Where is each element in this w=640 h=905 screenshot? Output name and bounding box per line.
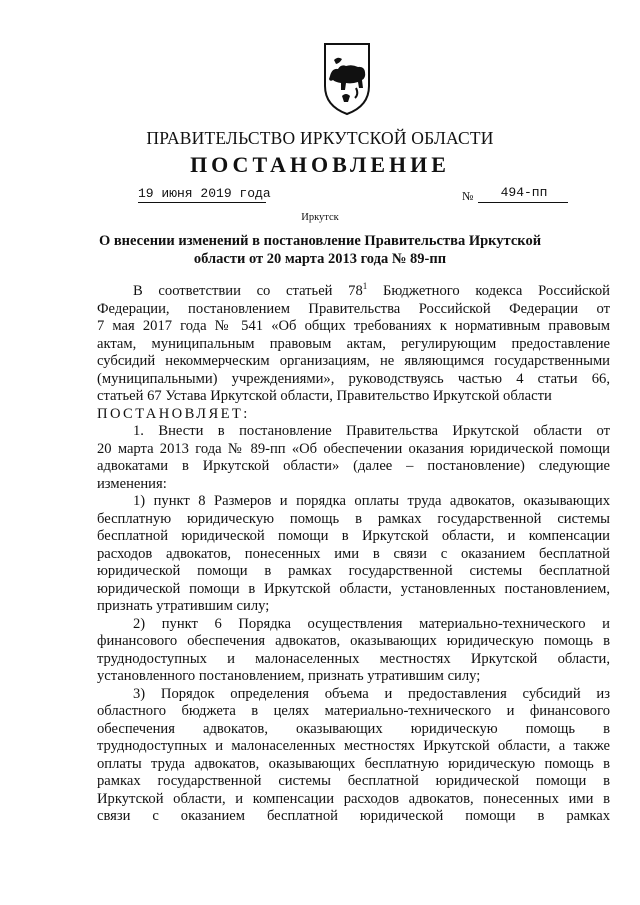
org-name: ПРАВИТЕЛЬСТВО ИРКУТСКОЙ ОБЛАСТИ bbox=[146, 128, 494, 148]
number-underline bbox=[478, 202, 568, 203]
text-line: 7 мая 2017 года № 541 «Об общих требованиях к нормативным правовым bbox=[97, 318, 610, 334]
text-line: труднодоступных и малонаселенных местностях Иркутской области, а также bbox=[97, 738, 610, 754]
text-line: обеспечения адвокатов, оказывающих юридическую помощь в bbox=[97, 720, 610, 737]
text-line: бесплатной юридической помощи в Иркутской области, и компенсации bbox=[97, 528, 610, 544]
text-line: установленного постановлением, признать утратившим силу; bbox=[97, 668, 481, 684]
doc-body bbox=[97, 283, 610, 826]
item-1 bbox=[97, 423, 610, 493]
text-line: субсидий некоммерческим организациям, не являющимся государственными bbox=[97, 353, 610, 369]
text-line: признать утратившим силу; bbox=[97, 598, 270, 614]
text-line: Федерации, постановлением Правительства Российской Федерации от bbox=[97, 300, 610, 317]
text-line: В соответствии со статьей $78^1$ Бюджетного кодекса Российской bbox=[133, 281, 610, 299]
doc-number: 494-пп bbox=[500, 185, 548, 200]
title-line: О внесении изменений в постановление Правительства Иркутской bbox=[98, 233, 542, 249]
subitem-1 bbox=[97, 493, 610, 616]
text-line: статьей 67 Устава Иркутской области, Правительство Иркутской области bbox=[97, 388, 552, 404]
text-line: труднодоступных и малонаселенных местностях Иркутской области, bbox=[97, 650, 610, 667]
text-line: рамках государственной системы бесплатной юридической помощи в bbox=[97, 773, 610, 789]
subitem-3 bbox=[97, 686, 610, 826]
text-line: расходов адвокатов, понесенных ими в связи с оказанием бесплатной bbox=[97, 545, 610, 562]
irkutsk-coat-of-arms-icon bbox=[322, 42, 372, 116]
text-line: (муниципальными) учреждениями», руководствуясь частью 4 статьи 66, bbox=[97, 370, 610, 387]
date-underline bbox=[138, 202, 266, 203]
number-sign: № bbox=[462, 189, 474, 203]
text-line: Иркутской области, и компенсации расходов адвокатов, понесенных ими в bbox=[97, 790, 610, 807]
text-line: 3) Порядок определения объема и предоставления субсидий из bbox=[133, 685, 610, 702]
text-line: бесплатную юридическую помощь в рамках государственной системы bbox=[97, 510, 610, 527]
text-line: финансового обеспечения адвокатов, оказывающих юридическую помощь в bbox=[97, 633, 610, 649]
text-line: связи с оказанием бесплатной юридической помощи в рамках bbox=[97, 808, 610, 824]
text-line: 1. Внести в постановление Правительства Иркутской области от bbox=[133, 423, 610, 439]
text-line: изменения: bbox=[97, 475, 167, 492]
text-line: юридической помощи в рамках государственной системы бесплатной bbox=[97, 563, 610, 579]
preamble bbox=[97, 283, 610, 406]
doc-date: 19 июня 2019 года bbox=[138, 186, 271, 201]
text-line: 1) пункт 8 Размеров и порядка оплаты труда адвокатов, оказывающих bbox=[133, 493, 610, 509]
text-line: 20 марта 2013 года № 89-пп «Об обеспечении оказания юридической помощи bbox=[97, 440, 610, 457]
text-line: адвокатами в Иркутской области» (далее – постановление) следующие bbox=[97, 458, 610, 474]
subitem-2 bbox=[97, 616, 610, 686]
doc-type: ПОСТАНОВЛЕНИЕ bbox=[190, 152, 450, 177]
decree-word: ПОСТАНОВЛЯЕТ: bbox=[97, 405, 250, 422]
text-line: областного бюджета в целях материально-технического и финансового bbox=[97, 703, 610, 719]
doc-title bbox=[90, 232, 550, 268]
text-line: оплаты труда адвокатов, оказывающих бесплатную юридическую помощь в bbox=[97, 755, 610, 772]
text-line: актам, муниципальным правовым актам, регулирующим предоставление bbox=[97, 335, 610, 352]
text-line: 2) пункт 6 Порядка осуществления материально-технического и bbox=[133, 615, 610, 632]
city: Иркутск bbox=[301, 212, 339, 223]
title-line: области от 20 марта 2013 года № 89-пп bbox=[193, 251, 447, 267]
text-line: юридической помощи в Иркутской области, установленных постановлением, bbox=[97, 580, 610, 597]
